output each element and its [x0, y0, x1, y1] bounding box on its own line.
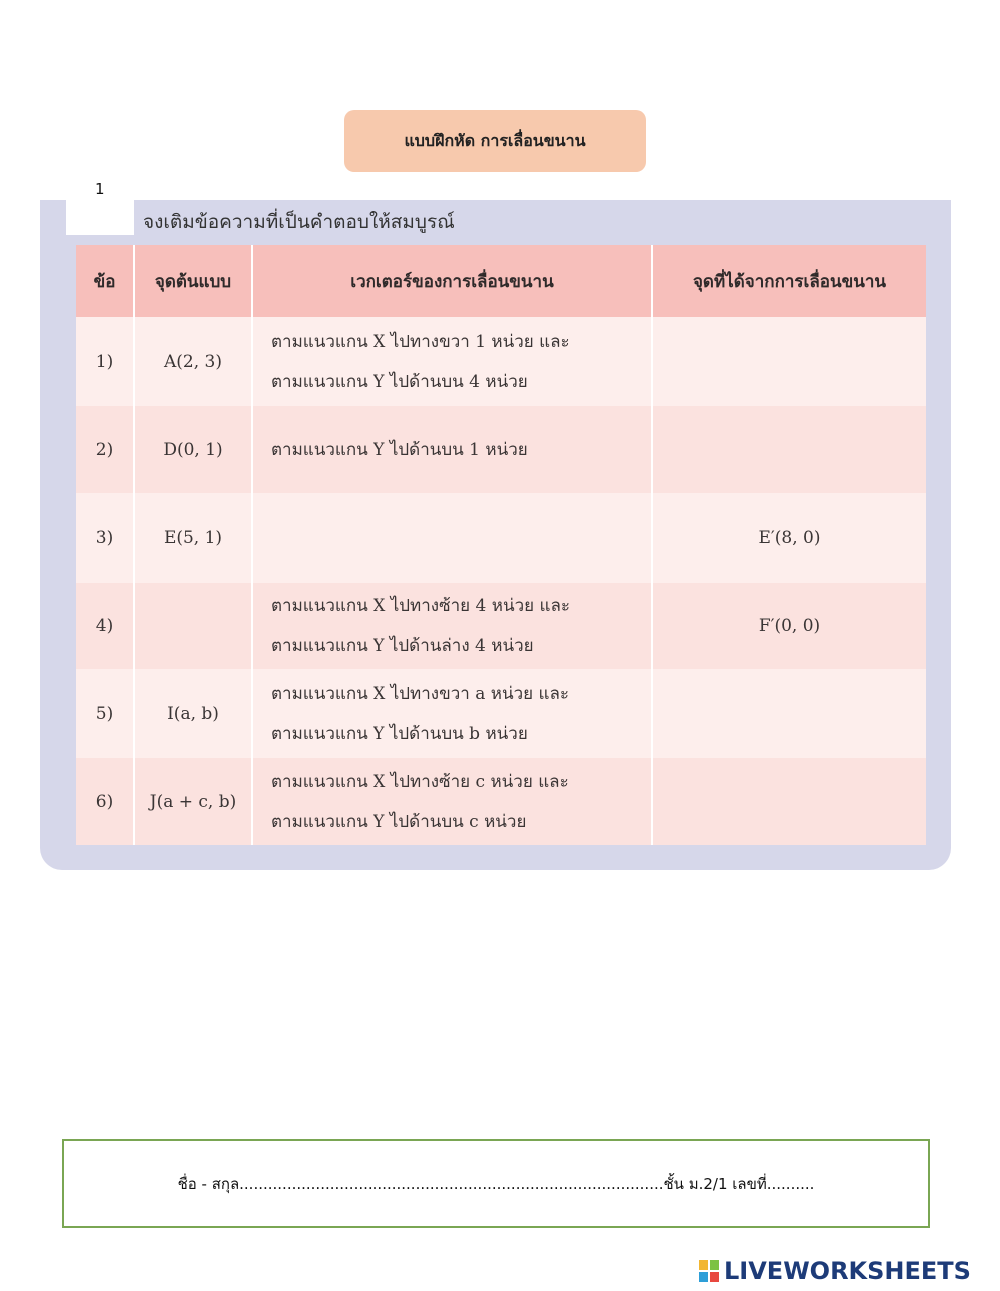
- worksheet-title-text: แบบฝึกหัด การเลื่อนขนาน: [404, 130, 586, 150]
- answer-cell[interactable]: E′(8, 0): [652, 493, 926, 583]
- row-number: 3): [76, 493, 134, 583]
- answer-cell[interactable]: [652, 669, 926, 758]
- instruction-text: จงเติมข้อความที่เป็นคำตอบให้สมบูรณ์: [143, 211, 455, 233]
- vector-cell[interactable]: [252, 758, 652, 845]
- vector-cell[interactable]: [252, 317, 652, 406]
- vector-cell[interactable]: [252, 583, 652, 669]
- student-info-line[interactable]: ชื่อ - สกุล.........................................................................................ชั้น ม.2/1 เลขที่..........: [177, 1174, 815, 1193]
- vector-line: ตามแนวแกน Y ไปด้านบน b หน่วย: [271, 723, 528, 744]
- original-point-cell[interactable]: I(a, b): [134, 669, 252, 758]
- row-number: 5): [76, 669, 134, 758]
- table-row: [76, 406, 926, 493]
- table-row: [76, 669, 926, 758]
- header-image-point: จุดที่ได้จากการเลื่อนขนาน: [652, 245, 926, 317]
- header-original-point: จุดต้นแบบ: [134, 245, 252, 317]
- logo-square: [709, 1271, 720, 1283]
- row-number: 1): [76, 317, 134, 406]
- header-translation-vector: เวกเตอร์ของการเลื่อนขนาน: [252, 245, 652, 317]
- worksheet-title: [344, 110, 646, 172]
- answer-cell[interactable]: [652, 758, 926, 845]
- vector-cell[interactable]: [252, 669, 652, 758]
- original-point-cell[interactable]: [134, 583, 252, 669]
- row-number: 4): [76, 583, 134, 669]
- logo-square: [698, 1271, 709, 1283]
- row-number: 2): [76, 406, 134, 493]
- vector-line: ตามแนวแกน X ไปทางขวา a หน่วย และ: [271, 683, 569, 704]
- answer-cell[interactable]: [652, 406, 926, 493]
- vector-line: ตามแนวแกน X ไปทางซ้าย 4 หน่วย และ: [271, 596, 571, 616]
- liveworksheets-logo-icon: [698, 1259, 720, 1283]
- brand-text: LIVEWORKSHEETS: [724, 1257, 971, 1285]
- table-header-row: [76, 245, 926, 317]
- answer-cell[interactable]: [652, 317, 926, 406]
- logo-square: [709, 1259, 720, 1271]
- vector-line: ตามแนวแกน Y ไปด้านบน 1 หน่วย: [271, 439, 528, 460]
- translation-table: [76, 245, 926, 845]
- vector-line: ตามแนวแกน Y ไปด้านล่าง 4 หน่วย: [271, 636, 534, 656]
- original-point-cell[interactable]: E(5, 1): [134, 493, 252, 583]
- row-number: 6): [76, 758, 134, 845]
- table-row: [76, 317, 926, 406]
- vector-cell[interactable]: [252, 493, 652, 583]
- item-number-box: [66, 200, 134, 235]
- original-point-cell[interactable]: J(a + c, b): [134, 758, 252, 845]
- student-info-box: [62, 1139, 930, 1228]
- table-row: [76, 583, 926, 669]
- vector-line: ตามแนวแกน X ไปทางขวา 1 หน่วย และ: [271, 331, 570, 352]
- header-no: ข้อ: [76, 245, 134, 317]
- liveworksheets-brand: [698, 1253, 971, 1289]
- item-number: 1: [95, 180, 105, 198]
- answer-cell[interactable]: F′(0, 0): [652, 583, 926, 669]
- logo-square: [698, 1259, 709, 1271]
- original-point-cell[interactable]: A(2, 3): [134, 317, 252, 406]
- table-row: [76, 758, 926, 845]
- vector-cell[interactable]: [252, 406, 652, 493]
- vector-line: ตามแนวแกน Y ไปด้านบน 4 หน่วย: [271, 371, 528, 392]
- table-row: [76, 493, 926, 583]
- vector-line: ตามแนวแกน X ไปทางซ้าย c หน่วย และ: [271, 771, 569, 792]
- original-point-cell[interactable]: D(0, 1): [134, 406, 252, 493]
- vector-line: ตามแนวแกน Y ไปด้านบน c หน่วย: [271, 811, 527, 832]
